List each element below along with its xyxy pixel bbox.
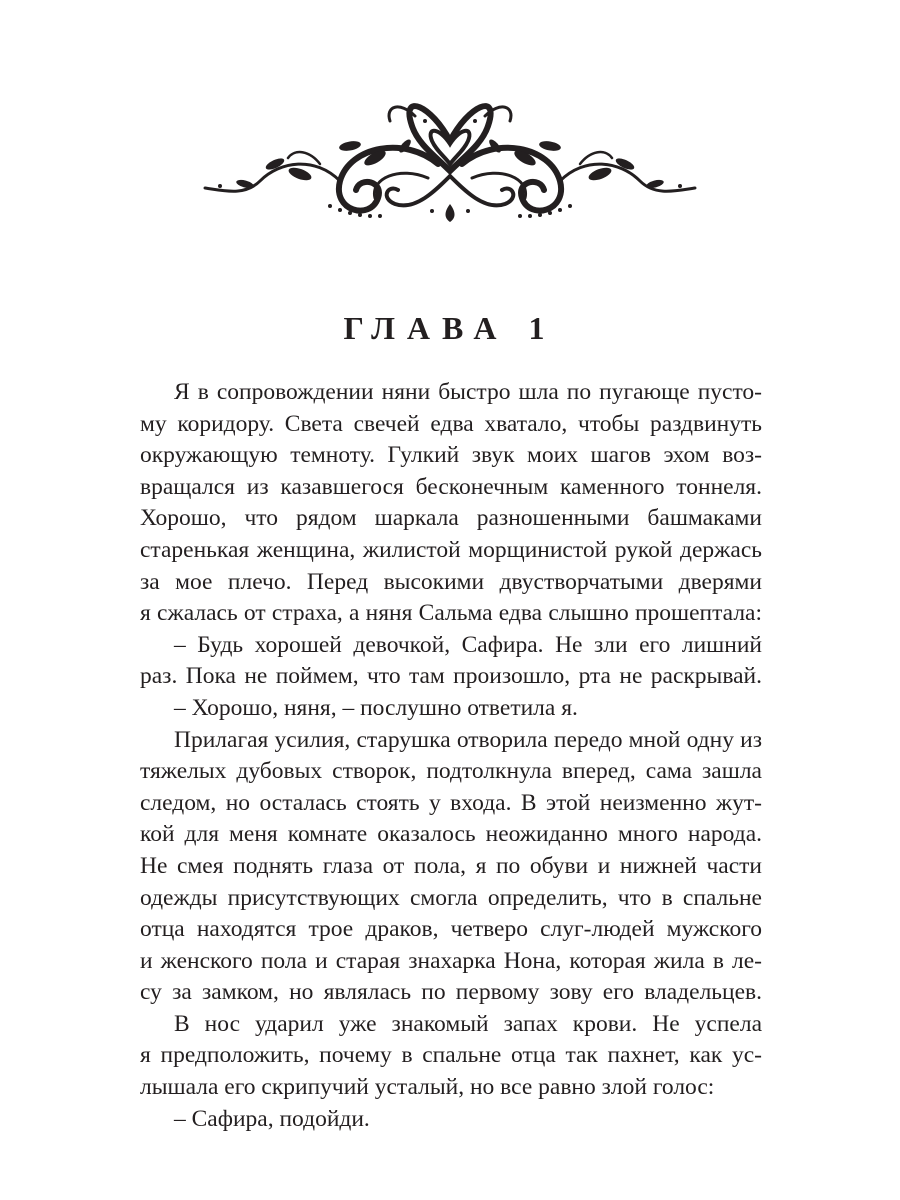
text-line: за мое плечо. Перед высокими двустворчатыми дверями — [140, 568, 762, 595]
text-line: я предположить, почему в спальне отца так пахнет, как ус- — [140, 1042, 762, 1069]
text-line: – Будь хорошей девочкой, Сафира. Не зли его лишний — [174, 631, 762, 658]
text-line: тяжелых дубовых створок, подтолкнула вперед, сама зашла — [140, 758, 762, 785]
text-line: отца находятся трое драков, четверо слуг-людей мужского — [140, 916, 762, 943]
text-line: Не смея поднять глаза от пола, я по обуви и нижней части — [140, 852, 762, 879]
text-line: я сжалась от страха, а няня Сальма едва слышно прошептала: — [140, 600, 762, 627]
text-line: раз. Пока не поймем, что там произошло, рта не раскрывай. — [140, 663, 762, 690]
text-line: старенькая женщина, жилистой морщинистой рукой держась — [140, 536, 762, 563]
text-line: вращался из казавшегося бесконечным каменного тоннеля. — [140, 473, 762, 500]
text-line: Хорошо, что рядом шаркала разношенными башмаками — [140, 505, 762, 532]
text-line: Прилагая усилия, старушка отворила передо мной одну из — [174, 726, 762, 753]
chapter-text — [140, 377, 762, 1135]
text-line: кой для меня комнате оказалось неожиданно много народа. — [140, 821, 762, 848]
text-line: – Сафира, подойди. — [174, 1105, 370, 1132]
text-line: одежды присутствующих смогла определить, что в спальне — [140, 884, 762, 911]
text-line: му коридору. Света свечей едва хватало, чтобы раздвинуть — [140, 410, 762, 437]
text-line: окружающую темноту. Гулкий звук моих шагов эхом воз- — [140, 442, 762, 469]
text-line: и женского пола и старая знахарка Нона, которая жила в ле- — [140, 947, 762, 974]
text-line: В нос ударил уже знакомый запах крови. Не успела — [174, 1010, 762, 1037]
text-line: су за замком, но являлась по первому зову его владельцев. — [140, 979, 762, 1006]
text-line: лышала его скрипучий усталый, но все равно злой голос: — [140, 1074, 715, 1101]
text-line: Я в сопровождении няни быстро шла по пугающе пусто- — [174, 379, 762, 405]
text-line: – Хорошо, няня, – послушно ответила я. — [174, 694, 578, 721]
text-line: следом, но осталась стоять у входа. В этой неизменно жут- — [140, 789, 762, 816]
floral-heart-ornament-icon — [200, 86, 700, 236]
chapter-title: ГЛАВА 1 — [343, 310, 557, 346]
